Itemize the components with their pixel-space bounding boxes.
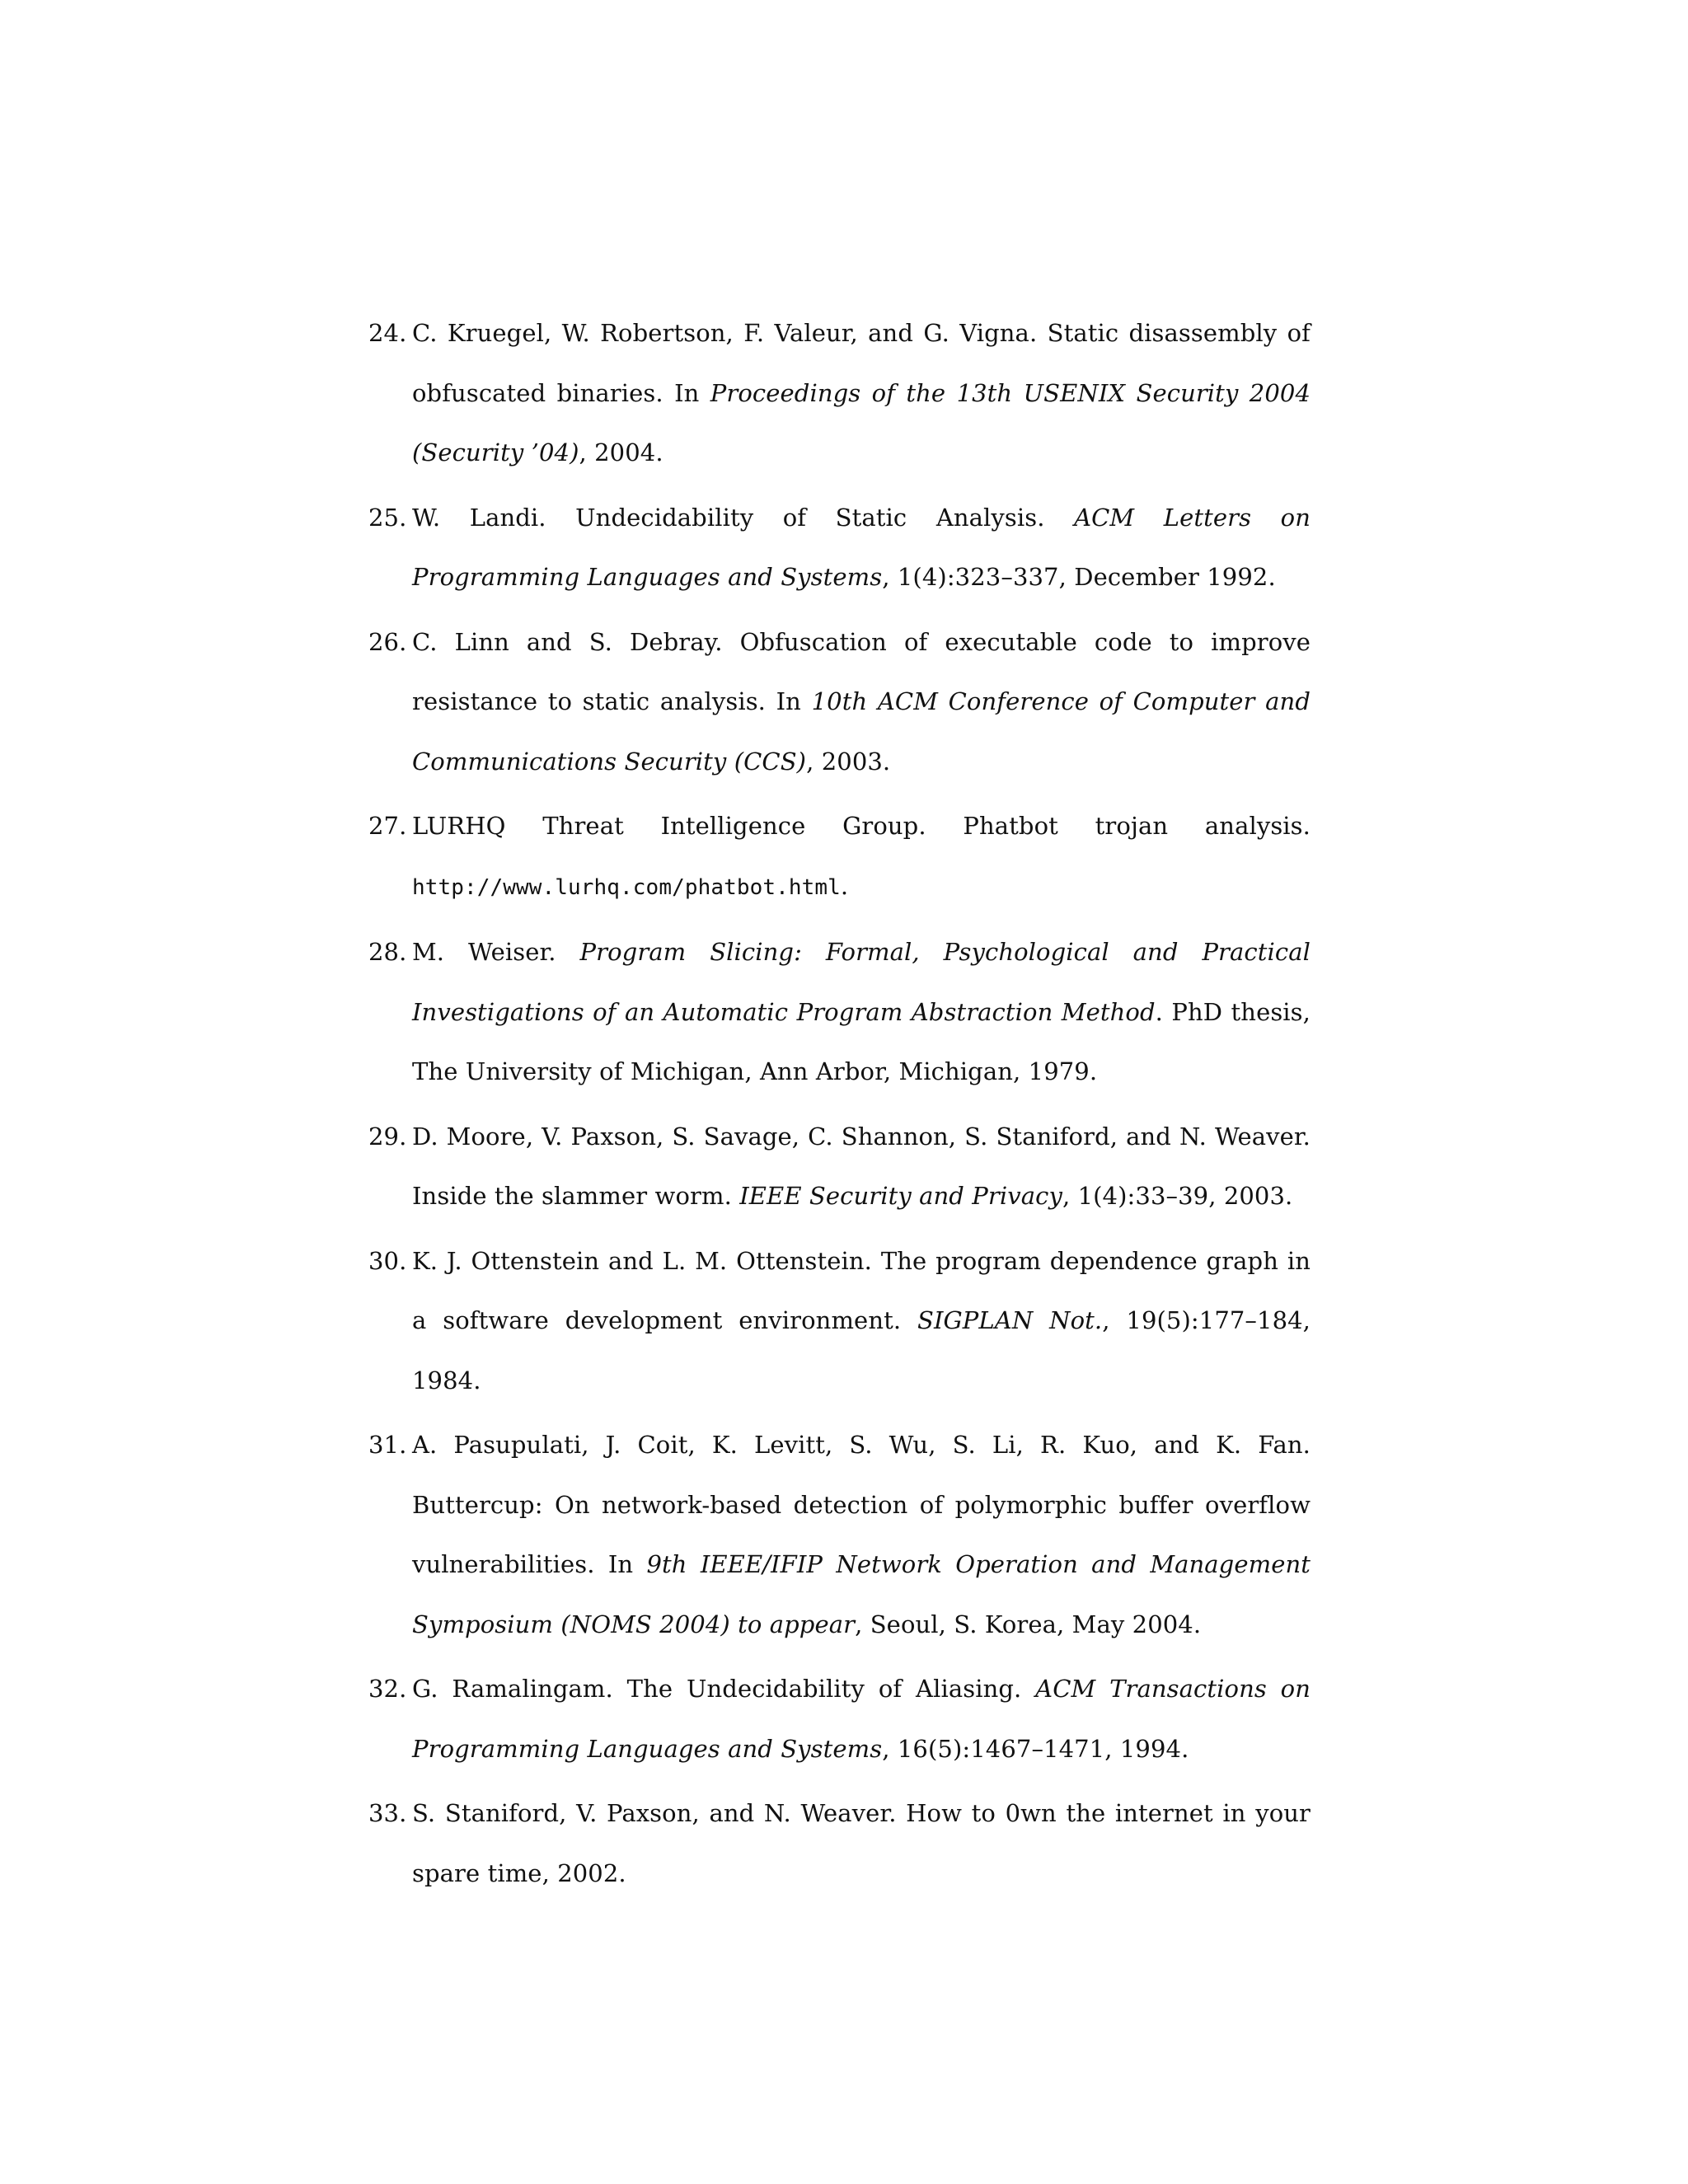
reference-29	[0, 1107, 1311, 1226]
reference-title: Program Slicing: Formal, Psychological and Practical Investigations of an Automatic Program Abstraction Method	[412, 938, 1311, 1026]
reference-text	[412, 319, 1311, 466]
reference-number: 29.	[368, 1122, 407, 1151]
reference-31	[0, 1415, 1311, 1654]
reference-number: 32.	[368, 1675, 407, 1703]
reference-details: . PhD thesis, The University of Michigan, Ann Arbor, Michigan, 1979.	[412, 997, 1311, 1085]
reference-authors-title: A. Pasupulati, J. Coit, K. Levitt, S. Wu, S. Li, R. Kuo, and K. Fan. Buttercup: On network-based detection of polymorphic buffer overflow vulnerabilities. In	[412, 1431, 1311, 1578]
reference-venue: 10th ACM Conference of Computer and Communications Security (CCS)	[412, 687, 1311, 776]
reference-venue: ACM Transactions on Programming Languages and Systems	[412, 1675, 1311, 1763]
reference-details: .	[840, 871, 849, 900]
reference-number: 26.	[368, 627, 407, 656]
reference-authors: M. Weiser.	[412, 938, 580, 966]
reference-text	[412, 628, 1311, 776]
reference-28	[0, 922, 1311, 1102]
reference-32	[0, 1659, 1311, 1779]
reference-details: , 2003.	[806, 747, 891, 776]
reference-number: 28.	[368, 938, 407, 966]
reference-text	[412, 504, 1311, 592]
reference-text	[412, 1799, 1311, 1887]
reference-authors-title: LURHQ Threat Intelligence Group. Phatbot trojan analysis.	[412, 812, 1311, 840]
reference-venue: IEEE Security and Privacy	[739, 1182, 1062, 1210]
reference-33	[0, 1783, 1311, 1903]
reference-venue: ACM Letters on Programming Languages and Systems	[412, 503, 1311, 591]
reference-authors-title: C. Linn and S. Debray. Obfuscation of executable code to improve resistance to static analysis. In	[412, 627, 1311, 715]
reference-authors-title: D. Moore, V. Paxson, S. Savage, C. Shannon, S. Staniford, and N. Weaver. Inside the slammer worm.	[412, 1122, 1311, 1210]
reference-details: , 1(4):323–337, December 1992.	[882, 563, 1276, 591]
reference-details: , 2004.	[579, 438, 663, 466]
reference-venue: 9th IEEE/IFIP Network Operation and Management Symposium (NOMS 2004) to appear	[412, 1550, 1311, 1638]
reference-details: , 19(5):177–184, 1984.	[412, 1306, 1311, 1394]
reference-number: 33.	[368, 1799, 407, 1827]
reference-list	[0, 303, 1688, 1908]
reference-text	[412, 1247, 1311, 1394]
reference-26	[0, 612, 1311, 792]
reference-text	[412, 812, 1311, 900]
reference-text	[412, 1431, 1311, 1638]
reference-25	[0, 488, 1311, 607]
reference-details: , Seoul, S. Korea, May 2004.	[855, 1610, 1202, 1638]
reference-24	[0, 303, 1311, 483]
reference-text	[412, 1675, 1311, 1763]
reference-text	[412, 1122, 1311, 1211]
reference-authors-title: K. J. Ottenstein and L. M. Ottenstein. The program dependence graph in a software development environment.	[412, 1246, 1311, 1334]
reference-url: http://www.lurhq.com/phatbot.html	[412, 874, 841, 900]
reference-venue: SIGPLAN Not.	[917, 1306, 1103, 1334]
reference-number: 24.	[368, 319, 407, 347]
reference-authors-title: C. Kruegel, W. Robertson, F. Valeur, and G. Vigna. Static disassembly of obfuscated binaries. In	[412, 319, 1311, 407]
reference-30	[0, 1231, 1311, 1411]
reference-authors-title: G. Ramalingam. The Undecidability of Aliasing.	[412, 1675, 1036, 1703]
reference-27	[0, 796, 1311, 917]
reference-number: 31.	[368, 1431, 407, 1459]
reference-text	[412, 938, 1311, 1085]
reference-authors-title: S. Staniford, V. Paxson, and N. Weaver. How to 0wn the internet in your spare time, 2002.	[412, 1799, 1311, 1887]
reference-venue: Proceedings of the 13th USENIX Security 2004 (Security ’04)	[412, 378, 1311, 466]
reference-details: , 16(5):1467–1471, 1994.	[882, 1734, 1189, 1763]
reference-number: 25.	[368, 503, 407, 532]
reference-authors-title: W. Landi. Undecidability of Static Analysis.	[412, 503, 1075, 532]
reference-number: 27.	[368, 812, 407, 840]
reference-number: 30.	[368, 1246, 407, 1275]
reference-details: , 1(4):33–39, 2003.	[1062, 1182, 1293, 1210]
